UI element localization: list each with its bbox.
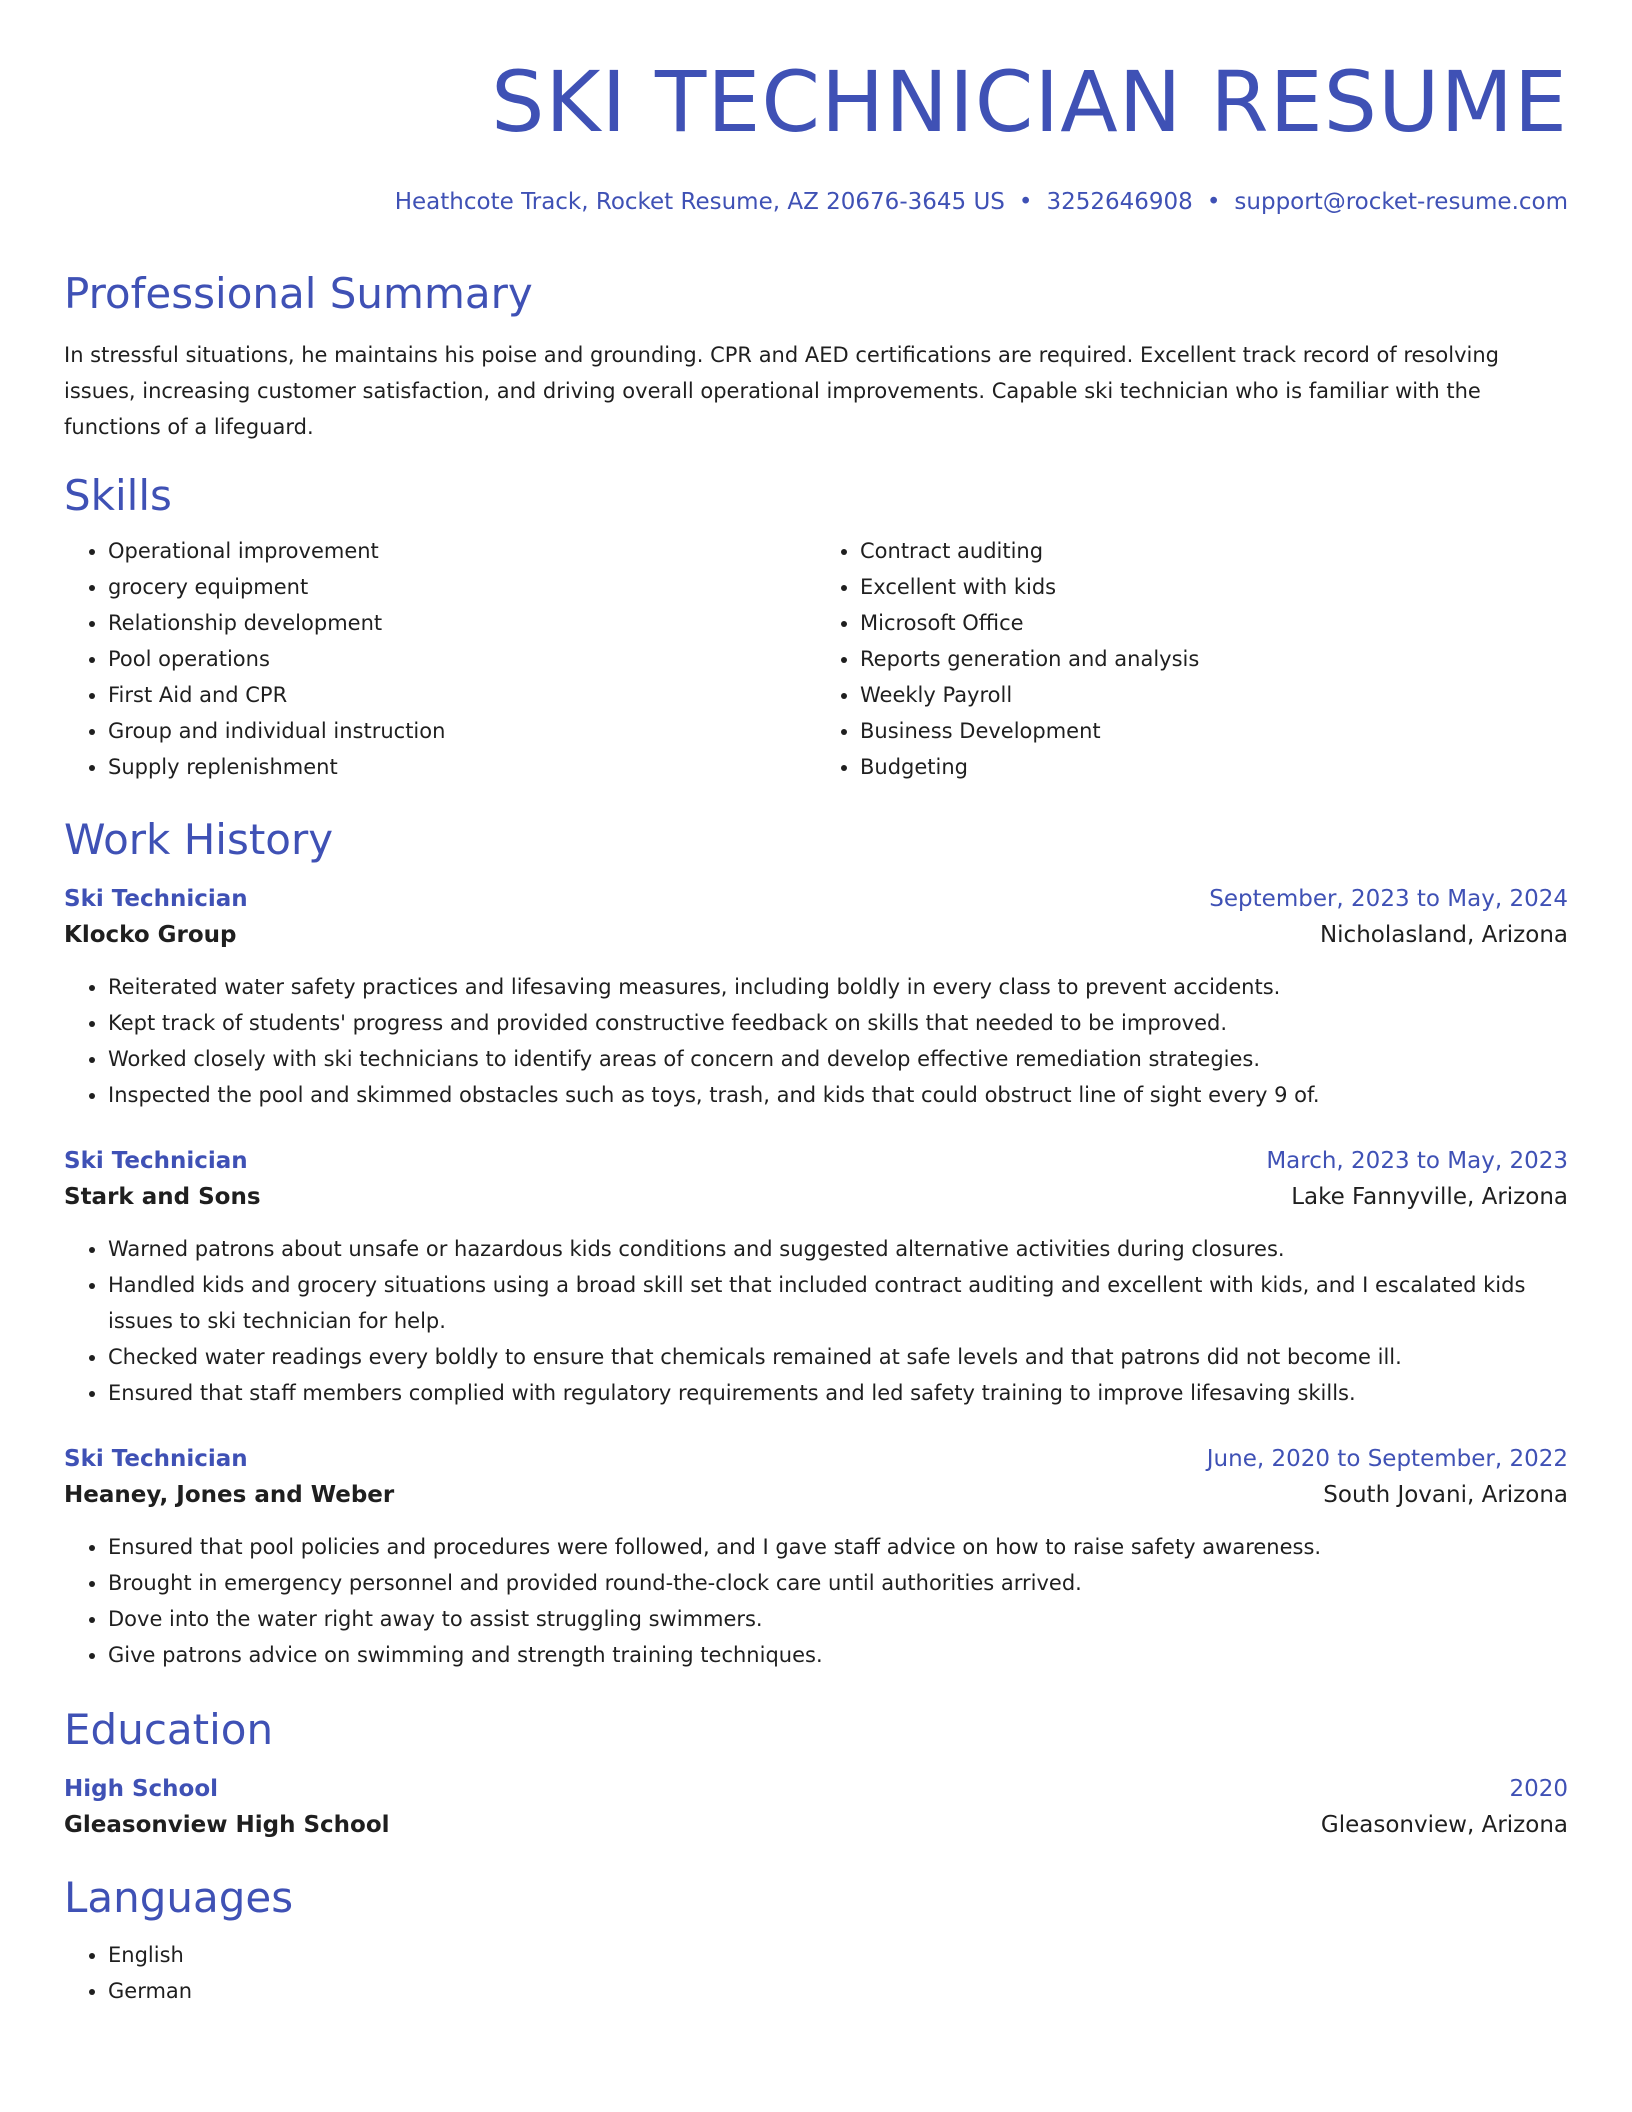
- education-school-row: [64, 1805, 1568, 1845]
- job-bullet: • Inspected the pool and skimmed obstacles such as toys, trash, and kids that could obstruct line of sight every 9 of.: [108, 1077, 1568, 1113]
- skill-item: • Operational improvement: [108, 533, 816, 569]
- skill-item: • Contract auditing: [860, 533, 1568, 569]
- job-header-row: [64, 883, 1568, 915]
- email-link[interactable]: support@rocket-resume.com: [1234, 189, 1568, 215]
- skills-list-right: [816, 533, 1568, 785]
- job-bullet: • Dove into the water right away to assist struggling swimmers.: [108, 1601, 1568, 1637]
- summary-text: In stressful situations, he maintains his poise and grounding. CPR and AED certifications are required. Excellent track record of resolving issues, increasing customer satisfaction, and driving overall operational improvements. Capable ski technician who is familiar with the functions of a lifeguard.: [64, 343, 1499, 439]
- job-bullet: • Reiterated water safety practices and lifesaving measures, including boldly in every class to prevent accidents.: [108, 969, 1568, 1005]
- job-dates: June, 2020 to September, 2022: [1206, 1446, 1568, 1472]
- job-company-row: [64, 915, 1568, 955]
- job-company-row: [64, 1475, 1568, 1515]
- skill-item: • Microsoft Office: [860, 605, 1568, 641]
- job-bullet: • Checked water readings every boldly to ensure that chemicals remained at safe levels and that patrons did not become ill.: [108, 1339, 1568, 1375]
- languages-list: [64, 1937, 1568, 2009]
- education-section: [64, 1705, 1568, 1845]
- skill-item: • Supply replenishment: [108, 749, 816, 785]
- section-title-education: Education: [64, 1705, 274, 1754]
- job-company: Stark and Sons: [64, 1184, 261, 1210]
- skill-item: • Reports generation and analysis: [860, 641, 1568, 677]
- contact-line: [64, 187, 1568, 217]
- job-company: Heaney, Jones and Weber: [64, 1482, 395, 1508]
- section-title-languages: Languages: [64, 1873, 294, 1922]
- education-entry: [64, 1773, 1568, 1845]
- separator-dot: •: [1018, 189, 1033, 215]
- resume-title: SKI TECHNICIAN RESUME: [491, 53, 1568, 151]
- job-role: Ski Technician: [64, 886, 248, 912]
- section-title-summary: Professional Summary: [64, 269, 533, 318]
- skill-item: • First Aid and CPR: [108, 677, 816, 713]
- skill-item: • Business Development: [860, 713, 1568, 749]
- job-bullets: [64, 1231, 1568, 1411]
- education-header-row: [64, 1773, 1568, 1805]
- job-bullets: [64, 1529, 1568, 1673]
- job-bullets: [64, 969, 1568, 1113]
- skills-columns: [64, 533, 1568, 785]
- job-company: Klocko Group: [64, 922, 237, 948]
- education-school: Gleasonview High School: [64, 1812, 390, 1838]
- job-entry: [64, 883, 1568, 1113]
- education-degree: High School: [64, 1776, 219, 1802]
- education-location: Gleasonview, Arizona: [1320, 1812, 1568, 1838]
- job-header-row: [64, 1443, 1568, 1475]
- job-role: Ski Technician: [64, 1148, 248, 1174]
- job-bullet: • Give patrons advice on swimming and strength training techniques.: [108, 1637, 1568, 1673]
- language-item: • English: [108, 1937, 1568, 1973]
- skill-item: • grocery equipment: [108, 569, 816, 605]
- job-location: Nicholasland, Arizona: [1319, 922, 1568, 948]
- skill-item: • Relationship development: [108, 605, 816, 641]
- skill-item: • Budgeting: [860, 749, 1568, 785]
- job-bullet: • Ensured that pool policies and procedures were followed, and I gave staff advice on how to raise safety awareness.: [108, 1529, 1568, 1565]
- job-entry: [64, 1443, 1568, 1673]
- job-bullet: • Kept track of students' progress and provided constructive feedback on skills that needed to be improved.: [108, 1005, 1568, 1041]
- job-entry: [64, 1145, 1568, 1411]
- job-bullet: • Ensured that staff members complied with regulatory requirements and led safety training to improve lifesaving skills.: [108, 1375, 1568, 1411]
- job-header-row: [64, 1145, 1568, 1177]
- job-company-row: [64, 1177, 1568, 1217]
- skill-item: • Group and individual instruction: [108, 713, 816, 749]
- job-location: South Jovani, Arizona: [1323, 1482, 1568, 1508]
- job-bullet: • Worked closely with ski technicians to identify areas of concern and develop effective remediation strategies.: [108, 1041, 1568, 1077]
- education-year: 2020: [1509, 1776, 1568, 1802]
- languages-section: [64, 1873, 1568, 2009]
- separator-dot: •: [1206, 189, 1221, 215]
- job-role: Ski Technician: [64, 1446, 248, 1472]
- skill-item: • Pool operations: [108, 641, 816, 677]
- phone: 3252646908: [1046, 189, 1193, 215]
- summary-section: [64, 269, 1568, 445]
- address: Heathcote Track, Rocket Resume, AZ 20676-3645 US: [394, 189, 1005, 215]
- section-title-work: Work History: [64, 815, 334, 864]
- job-bullet: • Warned patrons about unsafe or hazardous kids conditions and suggested alternative activities during closures.: [108, 1231, 1568, 1267]
- skills-list-left: [64, 533, 816, 785]
- job-dates: March, 2023 to May, 2023: [1266, 1148, 1568, 1174]
- section-title-skills: Skills: [64, 471, 172, 520]
- job-location: Lake Fannyville, Arizona: [1291, 1184, 1568, 1210]
- job-bullet: • Handled kids and grocery situations using a broad skill set that included contract auditing and excellent with kids, and I escalated kids issues to ski technician for help.: [108, 1267, 1568, 1339]
- work-history-section: [64, 815, 1568, 1673]
- skill-item: • Excellent with kids: [860, 569, 1568, 605]
- job-dates: September, 2023 to May, 2024: [1209, 886, 1568, 912]
- skill-item: • Weekly Payroll: [860, 677, 1568, 713]
- language-item: • German: [108, 1973, 1568, 2009]
- skills-section: [64, 471, 1568, 785]
- job-bullet: • Brought in emergency personnel and provided round-the-clock care until authorities arrived.: [108, 1565, 1568, 1601]
